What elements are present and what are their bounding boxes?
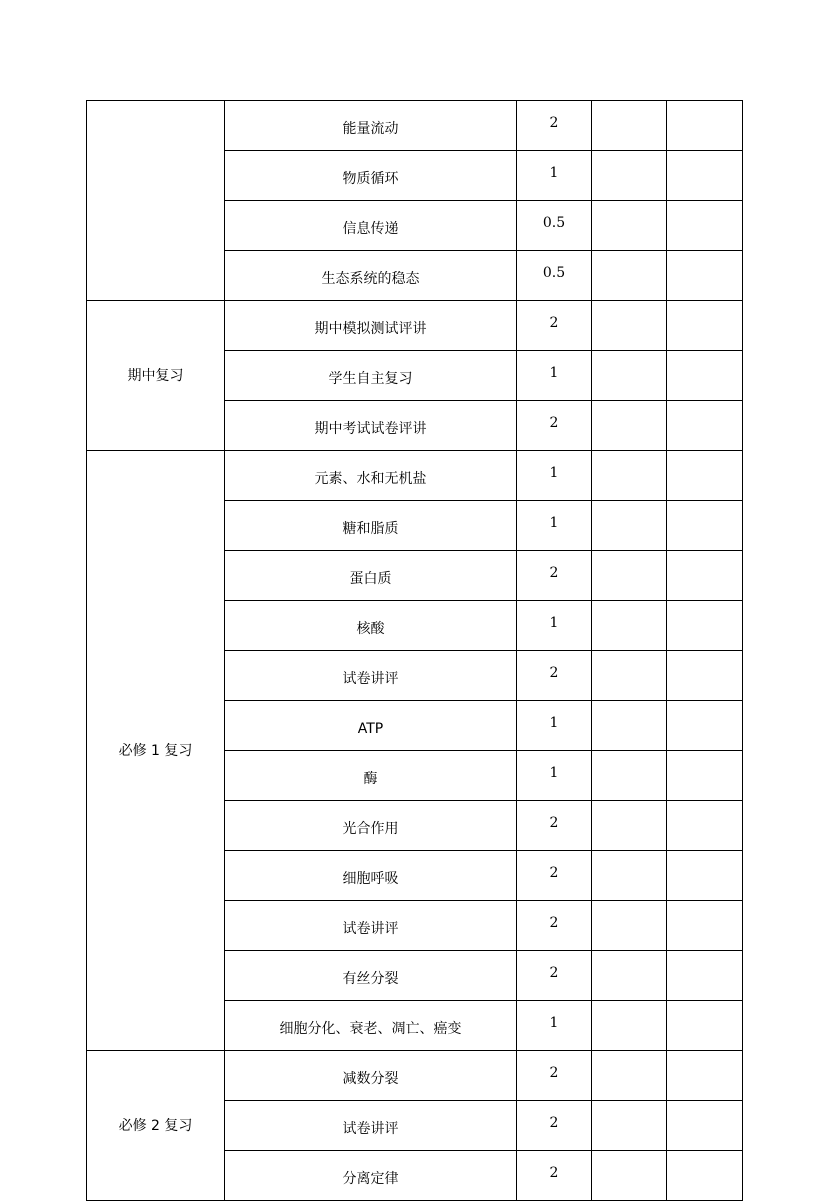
hours-cell: 1 — [517, 1001, 592, 1051]
blank-cell-b — [667, 1051, 743, 1101]
blank-cell-b — [667, 851, 743, 901]
blank-cell-b — [667, 1151, 743, 1201]
hours-cell: 2 — [517, 851, 592, 901]
blank-cell-a — [592, 151, 667, 201]
blank-cell-b — [667, 251, 743, 301]
topic-cell: 元素、水和无机盐 — [225, 451, 517, 501]
topic-cell: 核酸 — [225, 601, 517, 651]
hours-cell: 1 — [517, 701, 592, 751]
blank-cell-b — [667, 201, 743, 251]
blank-cell-b — [667, 551, 743, 601]
unit-cell — [87, 101, 225, 301]
unit-cell: 必修 2 复习 — [87, 1051, 225, 1201]
blank-cell-a — [592, 251, 667, 301]
hours-cell: 2 — [517, 951, 592, 1001]
topic-cell: 能量流动 — [225, 101, 517, 151]
topic-cell: 学生自主复习 — [225, 351, 517, 401]
blank-cell-a — [592, 201, 667, 251]
blank-cell-a — [592, 401, 667, 451]
blank-cell-a — [592, 1051, 667, 1101]
topic-cell: 期中模拟测试评讲 — [225, 301, 517, 351]
blank-cell-b — [667, 501, 743, 551]
hours-cell: 1 — [517, 351, 592, 401]
blank-cell-a — [592, 551, 667, 601]
blank-cell-b — [667, 751, 743, 801]
blank-cell-a — [592, 301, 667, 351]
blank-cell-b — [667, 151, 743, 201]
blank-cell-a — [592, 951, 667, 1001]
topic-cell: 试卷讲评 — [225, 1101, 517, 1151]
blank-cell-a — [592, 701, 667, 751]
blank-cell-a — [592, 501, 667, 551]
blank-cell-a — [592, 751, 667, 801]
blank-cell-b — [667, 701, 743, 751]
blank-cell-a — [592, 1001, 667, 1051]
topic-cell: 光合作用 — [225, 801, 517, 851]
unit-cell: 必修 1 复习 — [87, 451, 225, 1051]
blank-cell-b — [667, 301, 743, 351]
hours-cell: 2 — [517, 901, 592, 951]
hours-cell: 1 — [517, 151, 592, 201]
blank-cell-a — [592, 101, 667, 151]
blank-cell-a — [592, 351, 667, 401]
topic-cell: 蛋白质 — [225, 551, 517, 601]
topic-cell: 减数分裂 — [225, 1051, 517, 1101]
hours-cell: 1 — [517, 451, 592, 501]
blank-cell-a — [592, 901, 667, 951]
hours-cell: 2 — [517, 301, 592, 351]
blank-cell-b — [667, 801, 743, 851]
blank-cell-b — [667, 951, 743, 1001]
hours-cell: 2 — [517, 651, 592, 701]
blank-cell-a — [592, 651, 667, 701]
topic-cell: 有丝分裂 — [225, 951, 517, 1001]
topic-cell: 细胞分化、衰老、凋亡、癌变 — [225, 1001, 517, 1051]
blank-cell-a — [592, 801, 667, 851]
hours-cell: 2 — [517, 401, 592, 451]
hours-cell: 2 — [517, 101, 592, 151]
blank-cell-a — [592, 1101, 667, 1151]
teaching-plan-table — [86, 100, 743, 1201]
topic-cell: 糖和脂质 — [225, 501, 517, 551]
blank-cell-a — [592, 451, 667, 501]
blank-cell-b — [667, 351, 743, 401]
topic-cell: 生态系统的稳态 — [225, 251, 517, 301]
hours-cell: 0.5 — [517, 201, 592, 251]
blank-cell-a — [592, 851, 667, 901]
blank-cell-a — [592, 1151, 667, 1201]
topic-cell: 细胞呼吸 — [225, 851, 517, 901]
topic-cell: ATP — [225, 701, 517, 751]
hours-cell: 0.5 — [517, 251, 592, 301]
blank-cell-b — [667, 401, 743, 451]
blank-cell-b — [667, 101, 743, 151]
topic-cell: 试卷讲评 — [225, 901, 517, 951]
hours-cell: 2 — [517, 551, 592, 601]
hours-cell: 1 — [517, 601, 592, 651]
blank-cell-b — [667, 1101, 743, 1151]
blank-cell-b — [667, 901, 743, 951]
topic-cell: 信息传递 — [225, 201, 517, 251]
table-row — [87, 301, 743, 351]
hours-cell: 2 — [517, 1101, 592, 1151]
topic-cell: 期中考试试卷评讲 — [225, 401, 517, 451]
hours-cell: 2 — [517, 1051, 592, 1101]
hours-cell: 2 — [517, 801, 592, 851]
table-row — [87, 451, 743, 501]
blank-cell-b — [667, 1001, 743, 1051]
table-row — [87, 101, 743, 151]
hours-cell: 2 — [517, 1151, 592, 1201]
table-body — [87, 101, 743, 1201]
blank-cell-b — [667, 451, 743, 501]
topic-cell: 试卷讲评 — [225, 651, 517, 701]
hours-cell: 1 — [517, 501, 592, 551]
topic-cell: 酶 — [225, 751, 517, 801]
topic-cell: 物质循环 — [225, 151, 517, 201]
unit-cell: 期中复习 — [87, 301, 225, 451]
blank-cell-b — [667, 651, 743, 701]
blank-cell-a — [592, 601, 667, 651]
topic-cell: 分离定律 — [225, 1151, 517, 1201]
hours-cell: 1 — [517, 751, 592, 801]
blank-cell-b — [667, 601, 743, 651]
table-row — [87, 1051, 743, 1101]
